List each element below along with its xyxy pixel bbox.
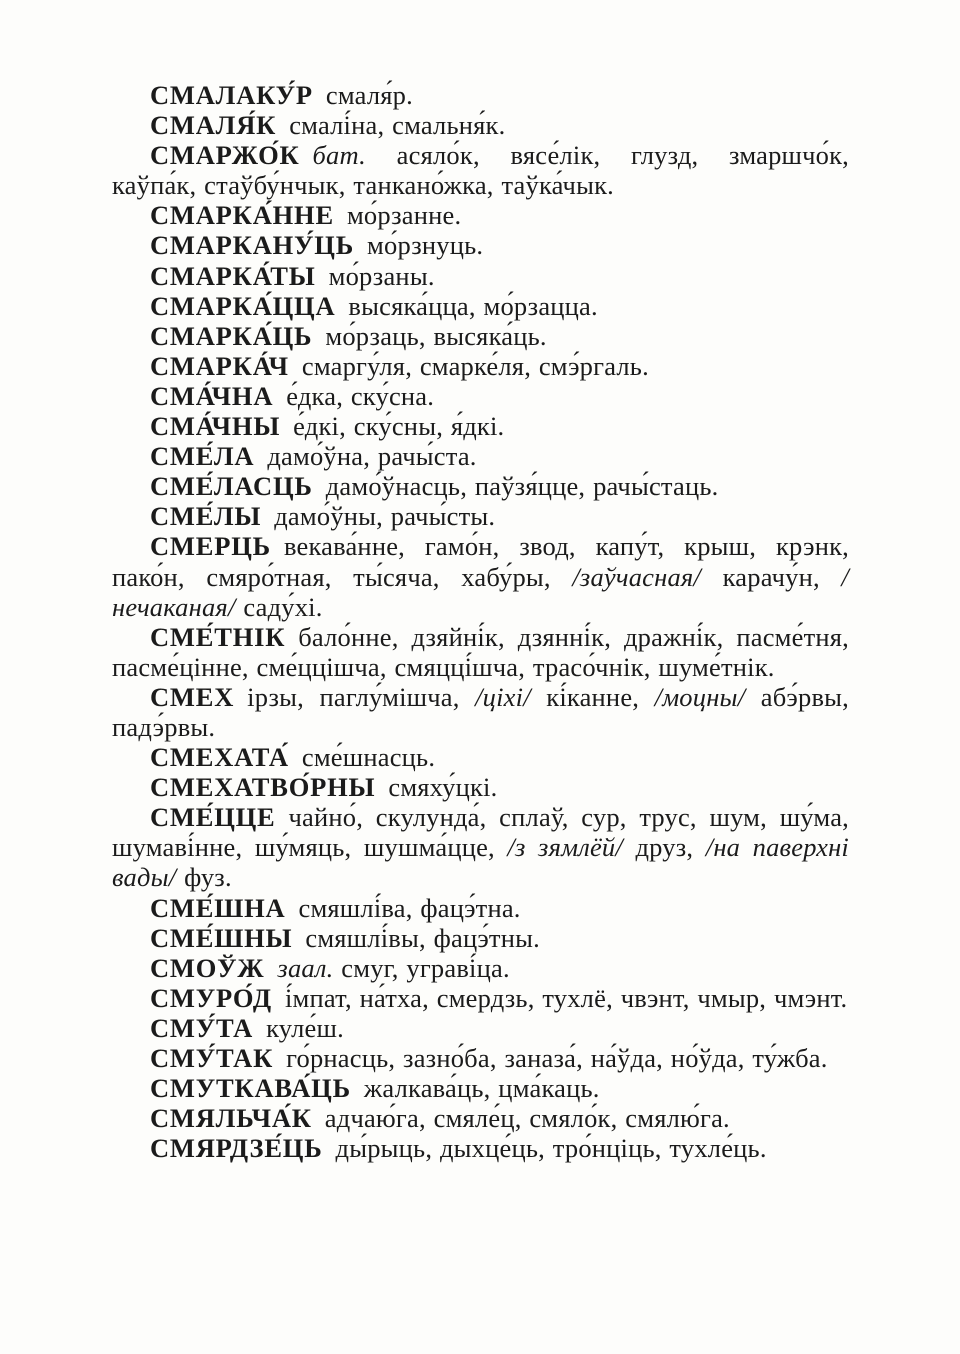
synonym-text: ірзы, паглу́мішча,	[247, 681, 476, 712]
synonym-text: фуз.	[176, 862, 232, 893]
entry-synonyms	[305, 923, 540, 953]
entry-headword: СМОЎЖ	[150, 952, 265, 983]
entry-synonyms	[329, 261, 435, 291]
dictionary-entry	[112, 230, 849, 260]
synonym-text: бало́нне, дзяйні́к, дзянні́к, дражні́к, пасме́тня, пасме́цінне, сме́ццішча, смяцці́шча, трасо́чнік, шуме́тнік.	[112, 621, 849, 682]
dictionary-entry	[112, 441, 849, 471]
entry-synonyms	[336, 1133, 767, 1163]
synonym-text: абэ́рвы, падэ́рвы.	[112, 681, 849, 742]
synonym-text: асяло́к, вясе́лік, глузд, змаршчо́к, каўпа́к, стаўбу́нчык, танкано́жка, таўка́чык.	[112, 140, 849, 201]
dictionary-entry	[112, 351, 849, 381]
entry-synonyms	[293, 411, 504, 441]
synonym-text: мо́рзаць, высяка́ць.	[325, 320, 547, 351]
entry-headword: СМАЛАКУ́Р	[150, 80, 313, 110]
dictionary-entry	[112, 1073, 849, 1103]
dictionary-entry	[112, 1043, 849, 1073]
synonym-text: смаргу́ля, смарке́ля, смэ́ргаль.	[301, 350, 649, 381]
dictionary-entry	[112, 953, 849, 983]
dictionary-entry	[112, 291, 849, 321]
entry-headword: СМА́ЧНА	[150, 380, 274, 411]
dictionary-entry	[112, 261, 849, 291]
entry-synonyms	[347, 200, 461, 230]
synonym-text: сме́шнасць.	[301, 742, 436, 773]
synonym-text: е́дкі, ску́сны, я́дкі.	[293, 411, 505, 442]
entry-synonyms	[266, 1013, 344, 1043]
dictionary-entry	[112, 622, 849, 682]
dictionary-entry	[112, 1103, 849, 1133]
synonym-text: дамо́ўнасць, паўзя́цце, рачы́стаць.	[325, 471, 719, 502]
dictionary-entry	[112, 893, 849, 923]
entries	[112, 80, 849, 1163]
synonym-text: саду́хі.	[235, 591, 323, 622]
synonym-text: карачу́н,	[701, 561, 842, 592]
dictionary-entry	[112, 321, 849, 351]
synonym-text: го́рнасць, зазно́ба, заназа́, на́ўда, но́ўда, ту́жба.	[286, 1043, 828, 1073]
entry-synonyms	[325, 321, 546, 351]
entry-headword: СМЕ́ЦЦЕ	[150, 802, 276, 833]
entry-headword: СМАРКА́ННЕ	[150, 200, 334, 231]
dictionary-entry	[112, 381, 849, 411]
dictionary-entry	[112, 983, 849, 1013]
entry-headword: СМЕХ	[150, 681, 235, 712]
entry-synonyms	[325, 1103, 730, 1133]
entry-synonyms	[277, 953, 509, 983]
synonym-text: смаля́р.	[325, 80, 413, 110]
synonym-text: смуг, уграві́ца.	[333, 952, 510, 983]
entry-headword: СМЕ́ЛЫ	[150, 501, 262, 532]
synonym-text: куле́ш.	[266, 1012, 344, 1043]
synonym-text: друз,	[622, 832, 706, 863]
entry-synonyms	[298, 893, 520, 923]
dictionary-entry	[112, 110, 849, 140]
dictionary-entry	[112, 923, 849, 953]
entry-headword: СМУ́ТА	[150, 1012, 254, 1043]
entry-synonyms	[285, 983, 847, 1013]
entry-headword: СМЕ́ТНІК	[150, 621, 286, 652]
dictionary-entry	[112, 80, 849, 110]
entry-synonyms	[274, 501, 495, 531]
entry-headword: СМЕ́ШНЫ	[150, 922, 293, 953]
entry-headword: СМЕ́ШНА	[150, 892, 286, 923]
entry-headword: СМАРКА́ЦЦА	[150, 290, 336, 321]
entry-synonyms	[326, 471, 719, 501]
dictionary-entry	[112, 200, 849, 230]
dictionary-entry	[112, 1133, 849, 1163]
entry-headword: СМАРЖО́К	[150, 140, 300, 171]
entry-synonyms	[367, 230, 483, 260]
synonym-text: жалкава́ць, цма́каць.	[363, 1073, 600, 1104]
entry-headword: СМЯЛЬЧА́К	[150, 1103, 312, 1134]
entry-headword: СМАРКА́ЦЬ	[150, 320, 313, 351]
synonym-text: смяшлі́ва, фацэ́тна.	[298, 892, 521, 923]
entry-headword: СМАЛЯ́К	[150, 110, 277, 141]
usage-label: /заўчасная/	[572, 561, 701, 592]
usage-label: бат.	[312, 140, 366, 171]
usage-label: заал.	[277, 952, 334, 983]
entry-headword: СМУТКАВА́ЦЬ	[150, 1073, 351, 1104]
entry-synonyms	[286, 1043, 827, 1073]
entry-headword: СМЕРЦЬ	[150, 531, 271, 562]
dictionary-entry	[112, 802, 849, 892]
dictionary-entry	[112, 1013, 849, 1043]
synonym-text: мо́рзаны.	[328, 260, 435, 291]
synonym-text: мо́рзнуць.	[367, 230, 484, 261]
synonym-text: чайно́, скулунда́, сплаў, сур, трус, шум, шу́ма, шумаві́нне, шу́мяць, шушма́цце,	[112, 802, 849, 863]
entry-headword: СМЕХАТА́	[150, 742, 289, 773]
dictionary-entry	[112, 682, 849, 742]
synonym-text: высяка́цца, мо́рзацца.	[348, 290, 598, 321]
synonym-text: адчаю́га, смяле́ц, смяло́к, смялю́га.	[324, 1103, 730, 1134]
synonym-text: мо́рзанне.	[346, 200, 462, 231]
entry-synonyms	[302, 351, 649, 381]
synonym-text: смалі́на, смальня́к.	[289, 110, 506, 141]
entry-headword: СМЕ́ЛАСЦЬ	[150, 471, 313, 502]
synonym-text: ды́рыць, дыхце́ць, тро́нціць, тухле́ць.	[335, 1133, 767, 1164]
entry-headword: СМУРО́Д	[150, 982, 272, 1013]
entry-headword: СМУ́ТАК	[150, 1043, 274, 1073]
usage-label: /на паверхні вады/	[112, 832, 849, 893]
entry-headword: СМЯРДЗЕ́ЦЬ	[150, 1133, 323, 1164]
entry-headword: СМАРКА́ТЫ	[150, 260, 316, 291]
synonym-text: смяху́цкі.	[388, 772, 498, 803]
entry-headword: СМА́ЧНЫ	[150, 411, 281, 442]
entry-synonyms	[388, 772, 497, 802]
entry-headword: СМАРКА́Ч	[150, 350, 289, 381]
dictionary-entry	[112, 140, 849, 200]
dictionary-entry	[112, 772, 849, 802]
synonym-text: е́дка, ску́сна.	[286, 380, 435, 411]
entry-headword: СМЕ́ЛА	[150, 441, 255, 472]
synonym-text: дамо́ўна, рачы́ста.	[267, 441, 477, 472]
entry-synonyms	[286, 381, 434, 411]
usage-label: /моцны/	[654, 681, 746, 712]
synonym-text: кі́канне,	[530, 681, 655, 712]
synonym-text: векава́нне, гамо́н, звод, капу́т, крыш, крэнк, пако́н, смяро́тная, ты́сяча, хабу́ры,	[112, 531, 849, 592]
entry-synonyms	[364, 1073, 600, 1103]
entry-synonyms	[289, 110, 505, 140]
entry-synonyms	[348, 291, 597, 321]
synonym-text: дамо́ўны, рачы́сты.	[274, 501, 496, 532]
usage-label: /ціхі/	[475, 681, 531, 712]
entry-headword: СМЕХАТВО́РНЫ	[150, 772, 376, 803]
entry-synonyms	[326, 80, 413, 110]
entry-synonyms	[302, 742, 435, 772]
usage-label: /з зямлёй/	[507, 832, 623, 863]
synonym-text: і́мпат, на́тха, смердзь, тухлё, чвэнт, чмыр, чмэнт.	[284, 982, 848, 1013]
dictionary-entry	[112, 411, 849, 441]
dictionary-entry	[112, 501, 849, 531]
dictionary-entry	[112, 471, 849, 501]
entry-synonyms	[267, 441, 476, 471]
dictionary-entry	[112, 531, 849, 621]
synonym-text: смяшлі́вы, фацэ́тны.	[305, 922, 540, 953]
dictionary-entry	[112, 742, 849, 772]
usage-label: /нечаканая/	[112, 561, 849, 622]
entry-headword: СМАРКАНУ́ЦЬ	[150, 230, 355, 261]
